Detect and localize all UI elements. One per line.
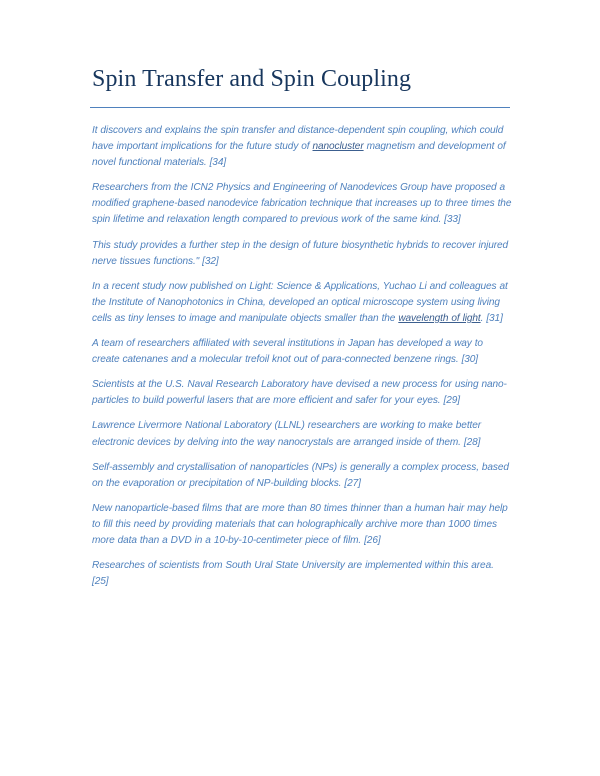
paragraph-text: It discovers and explains the spin transfer and distance-dependent spin coupling, which could have important implications for the future study of — [92, 125, 504, 153]
paragraph-29: Scientists at the U.S. Naval Research Laboratory have devised a new process for using nano-particles to build powerful lasers that are more efficient and safer for your eyes. [29] — [92, 379, 507, 407]
paragraph-28: Lawrence Livermore National Laboratory (LLNL) researchers are working to make better electronic devices by delving into the way nanocrystals are arranged inside of them. [28] — [92, 420, 482, 448]
paragraph-26: New nanoparticle-based films that are more than 80 times thinner than a human hair may help to fill this need by providing materials that can holographically archive more than 1000 times more data than a DVD in a 10-by-10-centimeter piece of film. [26] — [92, 502, 508, 546]
paragraph-27: Self-assembly and crystallisation of nanoparticles (NPs) is generally a complex process, based on the evaporation or precipitation of NP-building blocks. [27] — [92, 461, 509, 489]
paragraph-31 — [92, 279, 512, 327]
paragraph-25: Researches of scientists from South Ural State University are implemented within this area. [25] — [92, 560, 494, 588]
paragraph-32: This study provides a further step in the design of future biosynthetic hybrids to recover injured nerve tissues functions." [32] — [92, 239, 509, 267]
title-underline — [90, 107, 510, 108]
page-title: Spin Transfer and Spin Coupling — [92, 66, 412, 92]
paragraph-text: In a recent study now published on Light: Science & Applications, Yuchao Li and colleagues at the Institute of Nanophotonics in China, developed an optical microscope system using living cells as tiny lenses to image and manipulate objects smaller than the — [92, 280, 508, 324]
paragraph-33: Researchers from the ICN2 Physics and Engineering of Nanodevices Group have proposed a modified graphene-based nanodevice fabrication technique that increases up to three times the spin lifetime and relaxation length compared to previous work of the same kind. [33] — [92, 182, 512, 226]
paragraph-text: magnetism and development of novel functional materials. [34] — [92, 141, 506, 169]
paragraph-34 — [92, 123, 512, 171]
wavelength-of-light-link[interactable]: wavelength of light — [398, 312, 481, 324]
paragraph-30: A team of researchers affiliated with several institutions in Japan has developed a way to create catenanes and a molecular trefoil knot out of para-connected benzene rings. [30] — [92, 338, 483, 366]
nanocluster-link[interactable]: nanocluster — [312, 141, 364, 153]
document-body — [92, 123, 512, 599]
paragraph-text: . [31] — [480, 312, 503, 324]
